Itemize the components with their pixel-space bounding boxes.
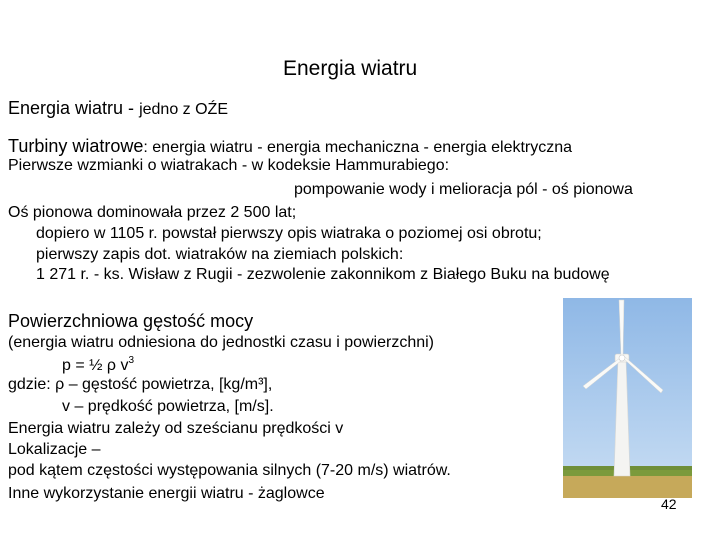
history-line-1: Pierwsze wzmianki o wiatrakach - w kodeksie Hammurabiego: [8, 157, 450, 174]
field [563, 476, 692, 498]
history-line-6: 1 271 r. - ks. Wisław z Rugii - zezwolenie zakonnikom z Białego Buku na budowę [36, 266, 610, 283]
turbines-line [8, 136, 572, 157]
history-line-5: pierwszy zapis dot. wiatraków na ziemiach polskich: [36, 246, 404, 263]
wind-turbine-illustration [563, 298, 692, 498]
history-line-4: dopiero w 1105 r. powstał pierwszy opis wiatraka o poziomej osi obrotu; [36, 225, 542, 242]
wind-turbine-photo [563, 298, 692, 498]
power-formula [62, 355, 134, 375]
turbines-main: Turbiny wiatrowe [8, 136, 144, 156]
turbine-hub [619, 355, 625, 361]
history-line-2: pompowanie wody i melioracja pól - oś pionowa [294, 181, 633, 198]
history-line-3: Oś pionowa dominowała przez 2 500 lat; [8, 204, 297, 221]
where-v: v – prędkość powietrza, [m/s]. [62, 398, 274, 415]
location-line: Lokalizacje – [8, 441, 101, 458]
dependence-line: Energia wiatru zależy od sześcianu prędkości v [8, 420, 344, 437]
intro-line [8, 98, 228, 119]
where-rho: gdzie: ρ – gęstość powietrza, [kg/m³], [8, 376, 273, 393]
slide-title: Energia wiatru [283, 57, 418, 80]
density-note: (energia wiatru odniesiona do jednostki czasu i powierzchni) [8, 334, 435, 351]
intro-main: Energia wiatru - [8, 98, 140, 118]
formula-exponent: 3 [128, 355, 135, 366]
turbines-tail: : energia wiatru - energia mechaniczna - energia elektryczna [143, 139, 573, 156]
angle-line: pod kątem częstości występowania silnych (7-20 m/s) wiatrów. [8, 462, 451, 479]
density-heading: Powierzchniowa gęstość mocy [8, 311, 254, 331]
page-number: 42 [661, 496, 677, 512]
other-use-line: Inne wykorzystanie energii wiatru - żaglowce [8, 485, 325, 502]
intro-tail: jedno z OŹE [139, 101, 228, 118]
formula-base: p = ½ ρ v [62, 357, 129, 374]
